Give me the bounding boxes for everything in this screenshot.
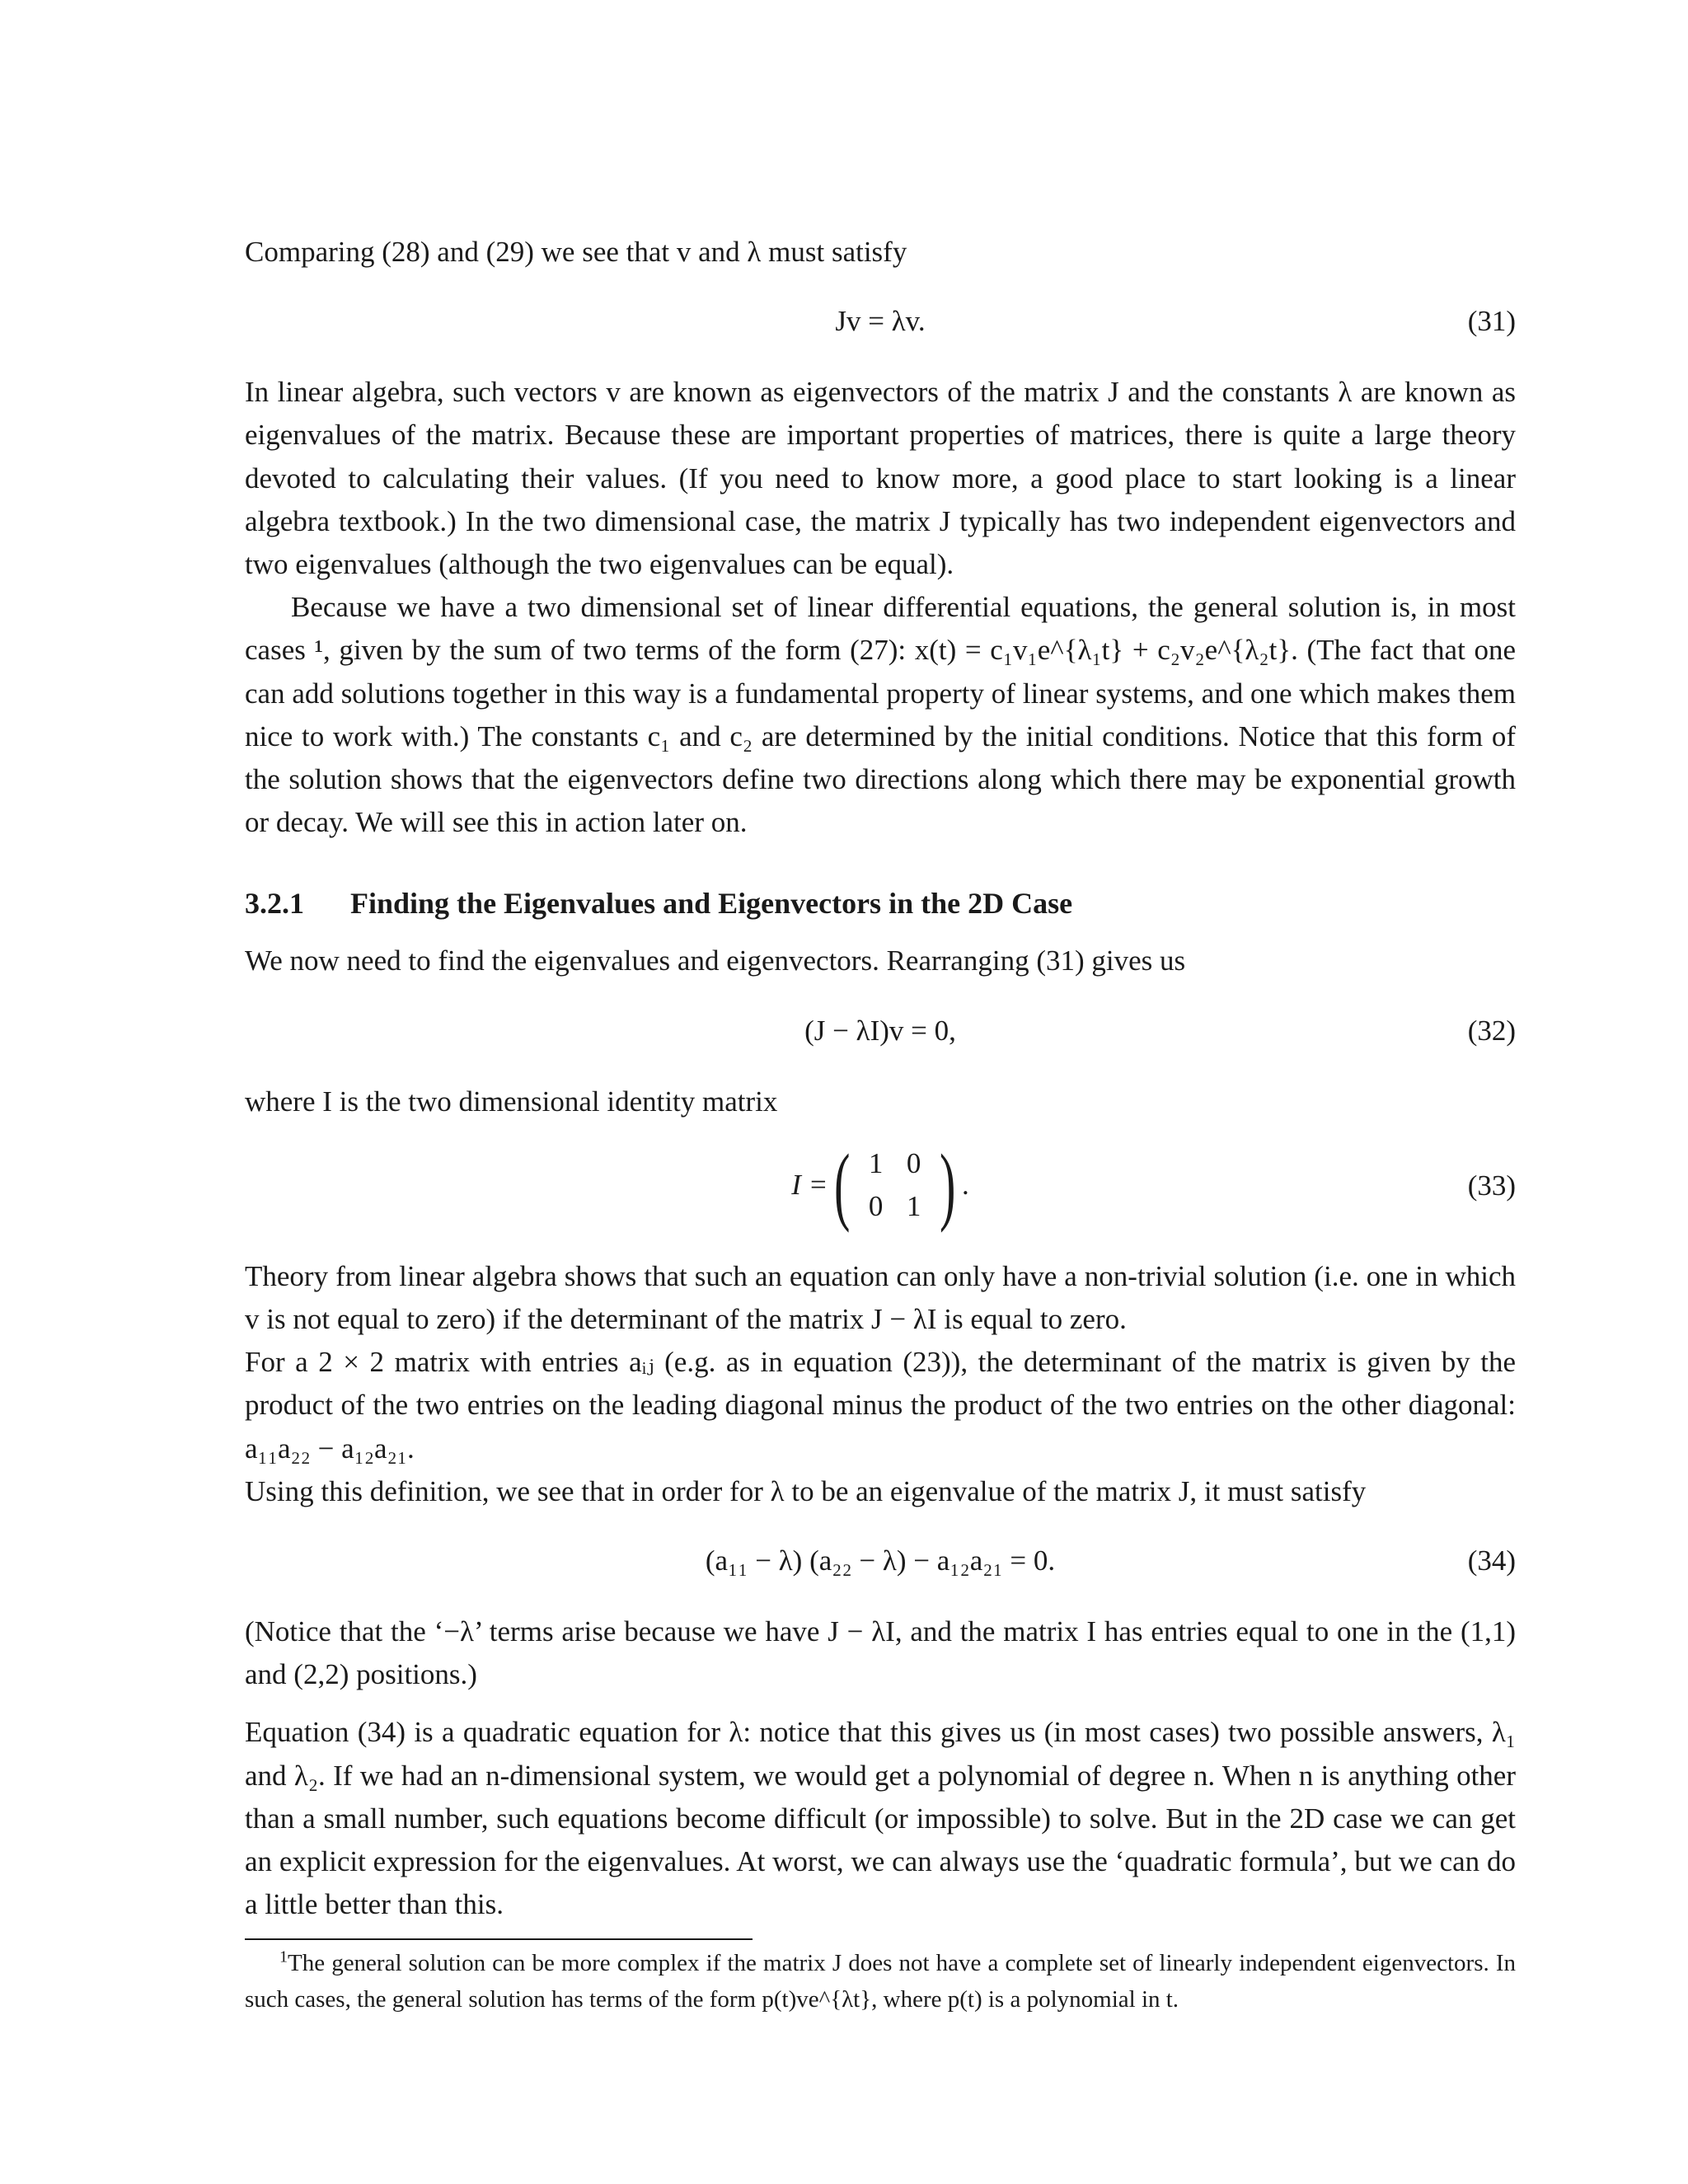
section-number: 3.2.1 bbox=[245, 887, 304, 921]
notice-paragraph: (Notice that the ‘−λ’ terms arise because we have J − λI, and the matrix I has entries equal to one in the (1,1) and (2,2) positions.) bbox=[245, 1615, 1516, 1691]
footnote-text: The general solution can be more complex if the matrix J does not have a complete set of linearly independent eigenvectors. In such cases, the general solution has terms of the form p(t)ve^{λt}, where p(t) is a polynomial in t. bbox=[245, 1950, 1516, 2013]
definition-usage-paragraph: Using this definition, we see that in order for λ to be an eigenvalue of the matrix J, it must satisfy bbox=[245, 1474, 1367, 1507]
footnote-mark: 1 bbox=[279, 1947, 288, 1966]
equation-32-body: (J − λI)v = 0, bbox=[804, 1014, 956, 1047]
matrix-cell: 1 bbox=[906, 1189, 921, 1222]
matrix-grid bbox=[857, 1142, 933, 1228]
quadratic-paragraph: Equation (34) is a quadratic equation for λ: notice that this gives us (in most cases) two possible answers, λ₁ and λ₂. If we had an n-dimensional system, we would get a polynomial of degree n. When n is anything other than a small number, such equations become difficult (or impossible) to solve. But in the 2D case we can get an explicit expression for the eigenvalues. At worst, we can always use the ‘quadratic formula’, but we can do a little better than this. bbox=[245, 1716, 1516, 1921]
equation-32-number: (32) bbox=[1467, 1014, 1516, 1047]
eigen-definition-paragraph: In linear algebra, such vectors v are known as eigenvectors of the matrix J and the constants λ are known as eigenvalues of the matrix. Because these are important properties of matrices, there is quite a large theory devoted to calculating their values. (If you need to know more, a good place to start looking is a linear algebra textbook.) In the two dimensional case, the matrix J typically has two independent eigenvectors and two eigenvalues (although the two eigenvalues can be equal). bbox=[245, 376, 1516, 581]
equation-31-number: (31) bbox=[1467, 305, 1516, 338]
equation-33 bbox=[245, 1136, 1516, 1233]
identity-matrix-paragraph: where I is the two dimensional identity matrix bbox=[245, 1085, 778, 1118]
equation-33-number: (33) bbox=[1467, 1169, 1516, 1202]
equation-34-number: (34) bbox=[1467, 1544, 1516, 1577]
equation-31 bbox=[245, 300, 1516, 343]
general-solution-paragraph: Because we have a two dimensional set of linear differential equations, the general solution is, in most cases ¹, given by the sum of two terms of the form (27): x(t) = c₁v₁e^{λ₁t} + c₂v₂e^{λ₂t}. (The fact that one can add solutions together in this way is a fundamental property of linear systems, and one which makes them nice to work with.) The constants c₁ and c₂ are determined by the initial conditions. Notice that this form of the solution shows that the eigenvectors define two directions along which there may be exponential growth or decay. We will see this in action later on. bbox=[245, 591, 1516, 839]
matrix-cell: 0 bbox=[906, 1146, 921, 1179]
matrix-cell: 1 bbox=[868, 1146, 884, 1179]
equation-34-body: (a₁₁ − λ) (a₂₂ − λ) − a₁₂a₂₁ = 0. bbox=[705, 1544, 1056, 1577]
footnote bbox=[245, 1945, 1516, 2018]
footnote-rule bbox=[245, 1938, 753, 1940]
left-paren: ( bbox=[834, 1136, 851, 1233]
section-heading bbox=[245, 882, 1516, 925]
two-by-two-paragraph: For a 2 × 2 matrix with entries aᵢⱼ (e.g. as in equation (23)), the determinant of the matrix is given by the product of the two entries on the leading diagonal minus the product of the two entries on the other diagonal: a₁₁a₂₂ − a₁₂a₂₁. bbox=[245, 1346, 1516, 1465]
right-paren: ) bbox=[939, 1136, 956, 1233]
equation-31-body: Jv = λv. bbox=[835, 305, 926, 338]
section-title: Finding the Eigenvalues and Eigenvectors in the 2D Case bbox=[350, 887, 1073, 921]
equation-33-lhs: I = bbox=[791, 1168, 828, 1201]
page-body bbox=[245, 231, 1516, 1926]
equation-32 bbox=[245, 1010, 1516, 1052]
matrix-cell: 0 bbox=[868, 1189, 884, 1222]
rearranging-paragraph: We now need to find the eigenvalues and eigenvectors. Rearranging (31) gives us bbox=[245, 944, 1186, 977]
intro-paragraph: Comparing (28) and (29) we see that v and λ must satisfy bbox=[245, 236, 907, 268]
identity-matrix bbox=[791, 1136, 969, 1233]
determinant-paragraph: Theory from linear algebra shows that such an equation can only have a non-trivial solution (i.e. one in which v is not equal to zero) if the determinant of the matrix J − λI is equal to zero. bbox=[245, 1259, 1516, 1336]
equation-34 bbox=[245, 1540, 1516, 1582]
equation-33-trail: . bbox=[961, 1168, 969, 1201]
